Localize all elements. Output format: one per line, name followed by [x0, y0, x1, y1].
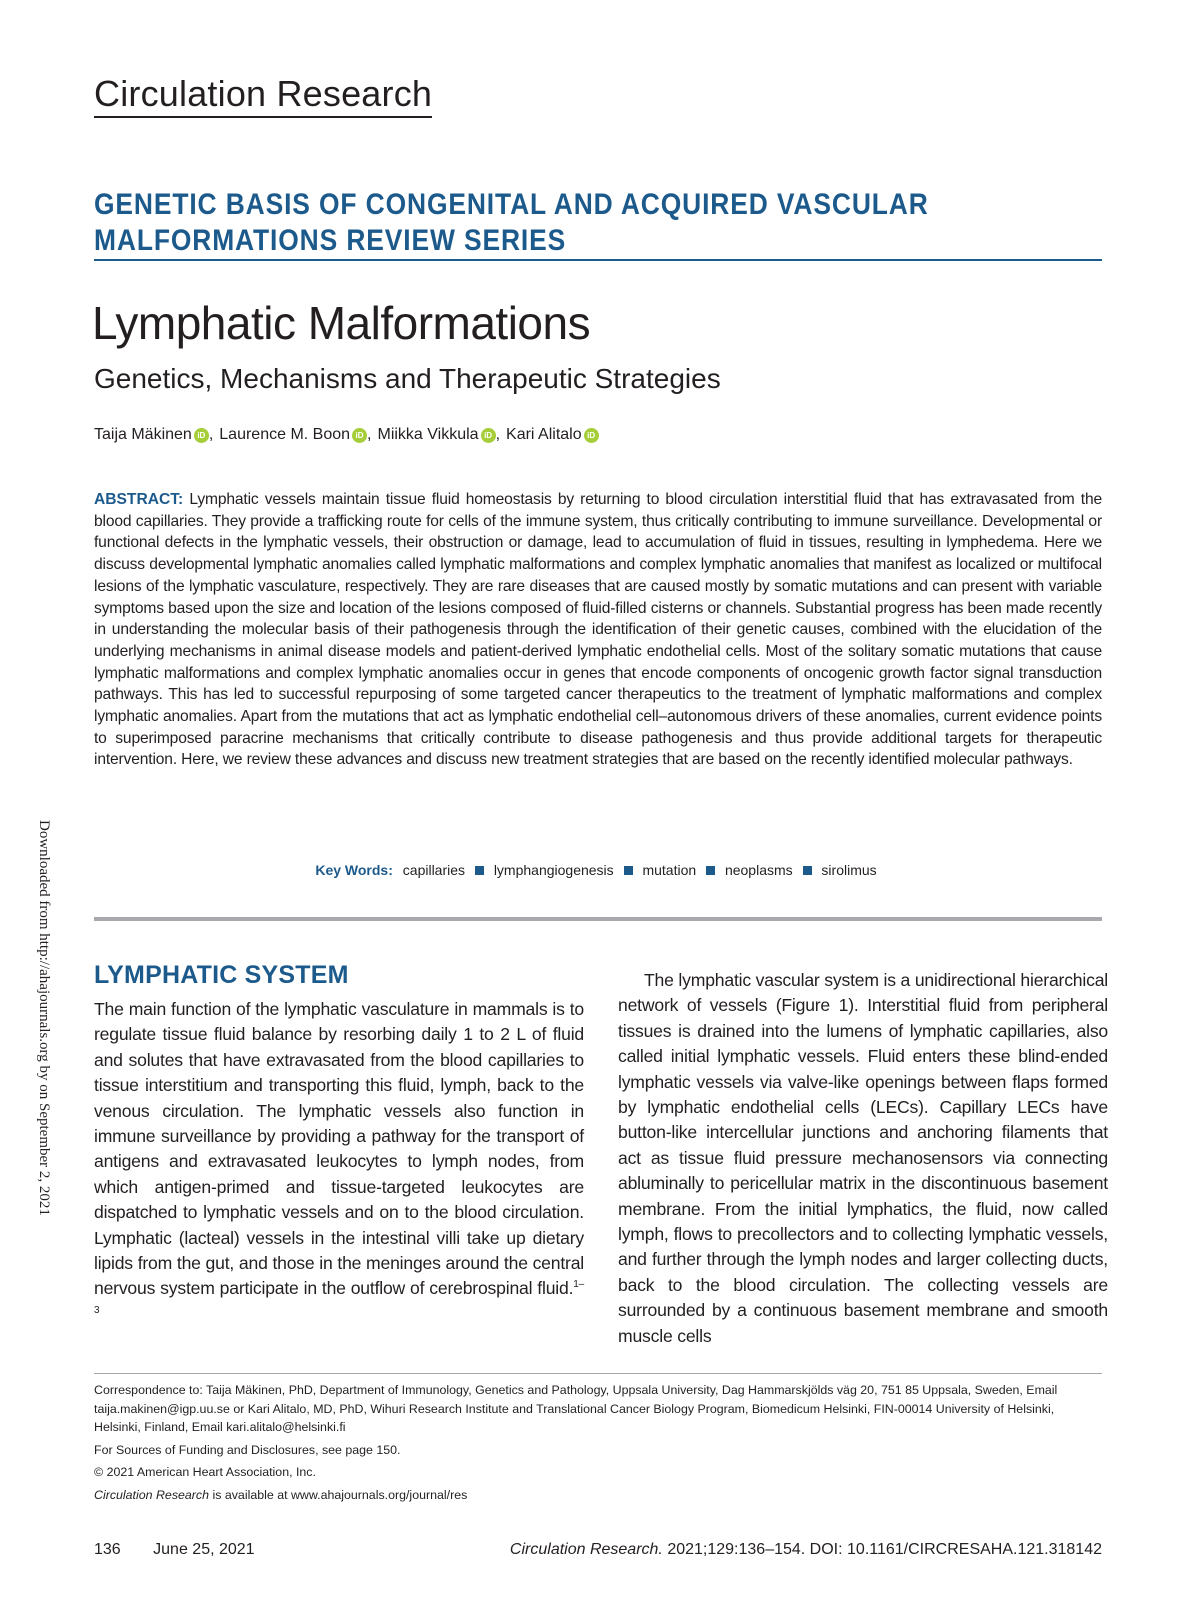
- keywords-label: Key Words:: [315, 862, 393, 878]
- issue-date: June 25, 2021: [153, 1541, 255, 1558]
- author-2: [219, 424, 377, 446]
- abstract-text: Lymphatic vessels maintain tissue fluid homeostasis by returning to blood circulation interstitial fluid that has extravasated from the blood capillaries. They provide a trafficking route for cells of the immune system, thus critically contributing to immune surveillance. Developmental or functional defects in the lymphatic vessels, their obstruction or damage, lead to accumulation of fluid in tissues, resulting in lymphedema. Here we discuss developmental lymphatic anomalies called lymphatic malformations and complex lymphatic anomalies that manifest as localized or multifocal lesions of the lymphatic vasculature, respectively. They are rare diseases that are caused mostly by somatic mutations and can present with variable symptoms based upon the size and location of the lesions composed of fluid-filled cisterns or channels. Substantial progress has been made recently in understanding the molecular basis of their pathogenesis through the identification of their genetic causes, combined with the elucidation of the underlying mechanisms in animal disease models and patient-derived lymphatic endothelial cells. Most of the solitary somatic mutations that cause lymphatic malformations and complex lymphatic anomalies occur in genes that encode components of oncogenic growth factor signal transduction pathways. This has led to successful repurposing of some targeted cancer therapeutics to the treatment of lymphatic malformations and complex lymphatic anomalies. Apart from the mutations that act as lymphatic endothelial cell–autonomous drivers of these anomalies, current evidence points to superimposed paracrine mechanisms that critically contribute to disease pathogenesis and thus provide additional targets for therapeutic intervention. Here, we review these advances and discuss new treatment strategies that are based on the recently identified molecular pathways.: [94, 491, 1102, 769]
- author-1: [94, 424, 219, 446]
- download-watermark: [32, 820, 52, 1240]
- square-bullet-icon: [475, 866, 484, 875]
- journal-name: Circulation Research: [94, 74, 432, 118]
- availability-journal: Circulation Research: [94, 1487, 210, 1502]
- section-heading: LYMPHATIC SYSTEM: [94, 961, 349, 989]
- author-list: [94, 424, 599, 446]
- body-paragraph: The lymphatic vascular system is a unidirectional hierarchical network of vessels (Figure 1). Interstitial fluid from peripheral tissues is drained into the lumens of lymphatic capillaries, also called initial lymphatic vessels. Fluid enters these blind-ended lymphatic vessels via valve-like openings between flaps formed by lymphatic endothelial cells (LECs). Capillary LECs have button-like intercellular junctions and anchoring filaments that act as tissue fluid pressure mechanosensors via connecting abluminally to pericellular matrix in the discontinuous basement membrane. From the initial lymphatics, the fluid, now called lymph, flows to precollectors and to collecting lymphatic vessels, and further through the lymph nodes and larger collecting ducts, back to the blood circulation. The collecting vessels are surrounded by a continuous basement membrane and smooth muscle cells: [618, 970, 1108, 1346]
- citation-journal: Circulation Research.: [509, 1541, 663, 1558]
- keyword: neoplasms: [724, 862, 793, 878]
- download-watermark-text: Downloaded from http://ahajournals.org by on September 2, 2021: [36, 820, 52, 1216]
- correspondence-note: Correspondence to: Taija Mäkinen, PhD, Department of Immunology, Genetics and Pathology, Uppsala University, Dag Hammarskjölds väg 20, 751 85 Uppsala, Sweden, Email taija.makinen@igp.uu.se or Kari Alitalo, MD, PhD, Wihuri Research Institute and Translational Cancer Biology Program, Biomedicum Helsinki, FIN-00014 University of Helsinki, Helsinki, Finland, Email kari.alitalo@helsinki.fi: [94, 1383, 1058, 1434]
- abstract: [94, 489, 1102, 771]
- orcid-icon[interactable]: iD: [352, 428, 367, 443]
- funding-note: For Sources of Funding and Disclosures, see page 150.: [94, 1442, 401, 1457]
- orcid-icon[interactable]: iD: [194, 428, 209, 443]
- author-separator: ,: [495, 426, 501, 443]
- series-line-1: GENETIC BASIS OF CONGENITAL AND ACQUIRED VASCULAR: [94, 188, 929, 221]
- reference-citation[interactable]: 1–3: [94, 1279, 584, 1317]
- orcid-icon[interactable]: iD: [584, 428, 599, 443]
- page-footer-left: [94, 1540, 255, 1560]
- body-paragraph: [94, 997, 584, 1327]
- square-bullet-icon: [624, 866, 633, 875]
- page-number: 136: [94, 1541, 121, 1558]
- page-footer-citation: [510, 1540, 1102, 1560]
- author-name[interactable]: Kari Alitalo: [506, 426, 582, 443]
- series-heading: [94, 187, 1102, 261]
- square-bullet-icon: [706, 866, 715, 875]
- abstract-label: ABSTRACT:: [94, 491, 184, 508]
- paragraph-text: The main function of the lymphatic vasculature in mammals is to regulate tissue fluid balance by resorbing daily 1 to 2 L of fluid and solutes that have extravasated from the blood capillaries to tissue interstitium and transporting this fluid, lymph, back to the venous circulation. The lymphatic vessels also function in immune surveillance by providing a pathway for the transport of antigens and extravasated leukocytes to lymph nodes, from which antigen-primed and tissue-targeted leukocytes are dispatched to lymphatic vessels and on to the blood circulation. Lymphatic (lacteal) vessels in the intestinal villi take up dietary lipids from the gut, and those in the meninges around the central nervous system participate in the outflow of cerebrospinal fluid.: [94, 999, 584, 1299]
- square-bullet-icon: [803, 866, 812, 875]
- citation-text[interactable]: 2021;129:136–154. DOI: 10.1161/CIRCRESAHA.121.318142: [662, 1541, 1102, 1558]
- article-subtitle: Genetics, Mechanisms and Therapeutic Strategies: [94, 363, 721, 394]
- keywords: [0, 860, 1192, 880]
- right-column: [618, 968, 1108, 1349]
- availability-note: [94, 1486, 1102, 1505]
- keyword: lymphangiogenesis: [493, 862, 614, 878]
- author-separator: ,: [208, 426, 214, 443]
- orcid-icon[interactable]: iD: [481, 428, 496, 443]
- article-title: Lymphatic Malformations: [92, 297, 591, 349]
- author-name[interactable]: Miikka Vikkula: [377, 426, 479, 443]
- author-separator: ,: [367, 426, 372, 443]
- left-column: [94, 997, 584, 1327]
- author-3: [377, 424, 506, 446]
- copyright-note: © 2021 American Heart Association, Inc.: [94, 1465, 316, 1479]
- author-name[interactable]: Laurence M. Boon: [219, 426, 351, 443]
- keyword: sirolimus: [821, 862, 877, 878]
- author-name[interactable]: Taija Mäkinen: [94, 426, 192, 443]
- author-4: [506, 424, 599, 446]
- footnotes: [94, 1381, 1102, 1508]
- series-line-2: MALFORMATIONS REVIEW SERIES: [94, 224, 567, 257]
- section-divider: [94, 917, 1102, 921]
- keyword: capillaries: [402, 862, 466, 878]
- footnote-divider: [94, 1373, 1102, 1374]
- availability-text[interactable]: is available at www.ahajournals.org/journal/res: [209, 1487, 468, 1502]
- keyword: mutation: [642, 862, 697, 878]
